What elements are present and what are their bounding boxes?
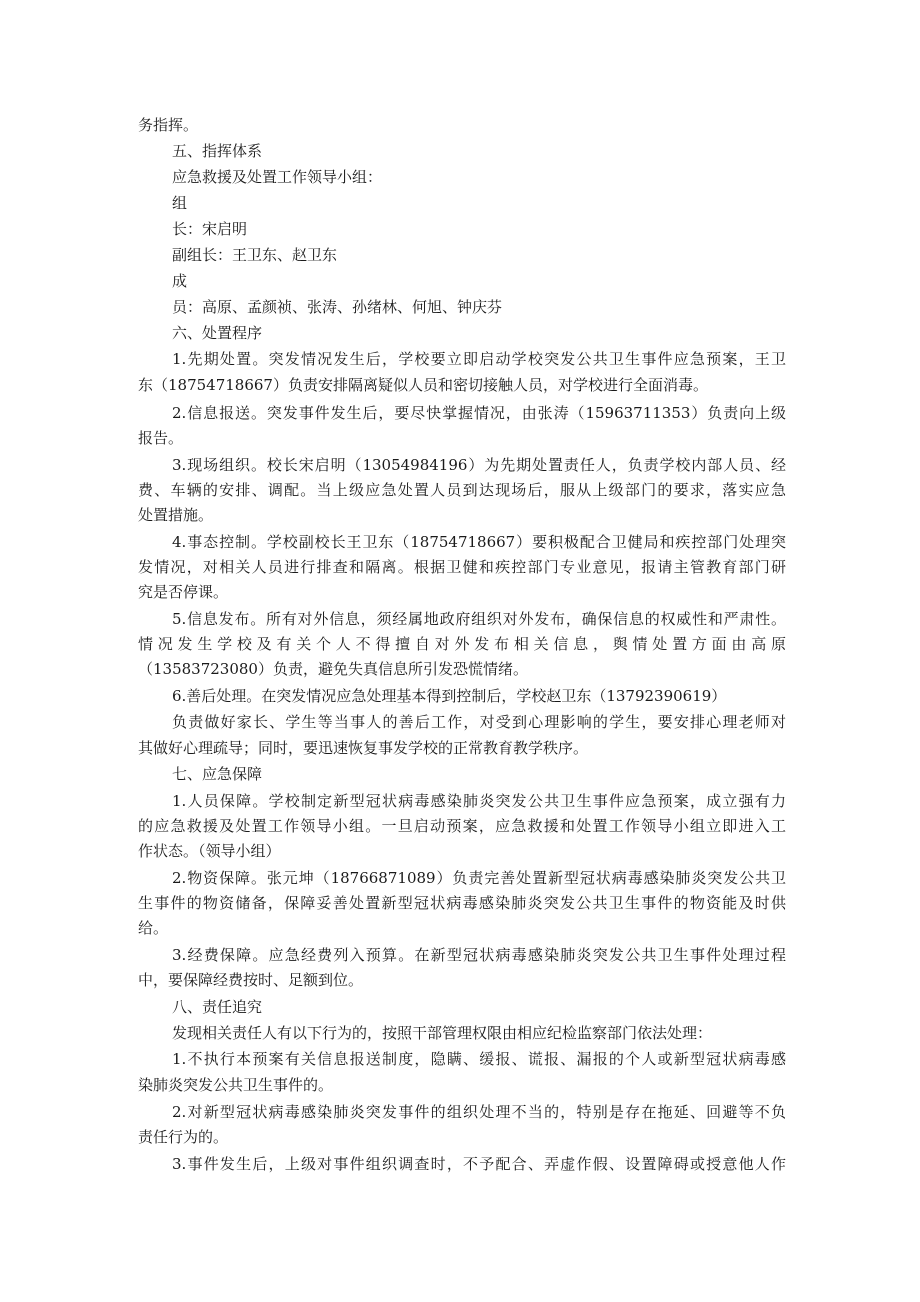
text-line: 2.信息报送。突发事件发生后，要尽快掌握情况，由张涛（15963711353）负责向上级 bbox=[172, 404, 786, 422]
text-line: 长：宋启明 bbox=[172, 220, 248, 238]
text-line: 应急救援及处置工作领导小组： bbox=[172, 168, 383, 186]
section-heading: 八、责任追究 bbox=[172, 998, 263, 1016]
text-line: 报告。 bbox=[138, 429, 184, 447]
text-line: 东（18754718667）负责安排隔离疑似人员和密切接触人员，对学校进行全面消毒。 bbox=[138, 376, 708, 394]
text-line: 生事件的物资储备，保障妥善处置新型冠状病毒感染肺炎突发公共卫生事件的物资能及时供 bbox=[138, 894, 786, 912]
text-line: 的应急救援及处置工作领导小组。一旦启动预案，应急救援和处置工作领导小组立即进入工 bbox=[138, 817, 786, 835]
text-line: 副组长：王卫东、赵卫东 bbox=[172, 246, 338, 264]
text-line: 3.经费保障。应急经费列入预算。在新型冠状病毒感染肺炎突发公共卫生事件处理过程 bbox=[172, 946, 786, 964]
text-line: （13583723080）负责，避免失真信息所引发恐慌情绪。 bbox=[138, 660, 528, 678]
text-line: 2.对新型冠状病毒感染肺炎突发事件的组织处理不当的，特别是存在拖延、回避等不负 bbox=[172, 1103, 786, 1121]
text-line: 情况发生学校及有关个人不得擅自对外发布相关信息，舆情处置方面由高原 bbox=[138, 635, 786, 653]
text-line: 染肺炎突发公共卫生事件的。 bbox=[138, 1076, 334, 1094]
text-line: 4.事态控制。学校副校长王卫东（18754718667）要积极配合卫健局和疾控部门处理突 bbox=[172, 533, 786, 551]
text-line: 发情况，对相关人员进行排查和隔离。根据卫健和疾控部门专业意见，报请主管教育部门研 bbox=[138, 558, 786, 576]
section-heading: 六、处置程序 bbox=[172, 324, 263, 342]
text-line: 5.信息发布。所有对外信息，须经属地政府组织对外发布，确保信息的权威性和严肃性。 bbox=[172, 610, 786, 628]
text-line: 作状态。（领导小组） bbox=[138, 842, 281, 860]
text-line: 3.事件发生后，上级对事件组织调查时，不予配合、弄虚作假、设置障碍或授意他人作 bbox=[172, 1155, 786, 1173]
text-line: 员：高原、孟颜祯、张涛、孙绪林、何旭、钟庆芬 bbox=[172, 298, 503, 316]
text-line: 组 bbox=[172, 194, 188, 212]
text-line: 究是否停课。 bbox=[138, 583, 229, 601]
text-line: 发现相关责任人有以下行为的，按照干部管理权限由相应纪检监察部门依法处理： bbox=[172, 1024, 713, 1042]
text-line: 负责做好家长、学生等当事人的善后工作，对受到心理影响的学生，要安排心理老师对 bbox=[172, 713, 786, 731]
text-line: 6.善后处理。在突发情况应急处理基本得到控制后，学校赵卫东（13792390619） bbox=[172, 687, 727, 705]
section-heading: 五、指挥体系 bbox=[172, 142, 263, 160]
text-line: 2.物资保障。张元坤（18766871089）负责完善处置新型冠状病毒感染肺炎突发公共卫 bbox=[172, 869, 786, 887]
text-line: 其做好心理疏导；同时，要迅速恢复事发学校的正常教育教学秩序。 bbox=[138, 739, 589, 757]
text-line: 责任行为的。 bbox=[138, 1128, 229, 1146]
text-line: 中，要保障经费按时、足额到位。 bbox=[138, 971, 364, 989]
text-line: 给。 bbox=[138, 919, 169, 937]
text-line: 费、车辆的安排、调配。当上级应急处置人员到达现场后，服从上级部门的要求，落实应急 bbox=[138, 481, 786, 499]
text-line: 处置措施。 bbox=[138, 506, 214, 524]
text-line: 1.不执行本预案有关信息报送制度，隐瞒、缓报、谎报、漏报的个人或新型冠状病毒感 bbox=[172, 1050, 786, 1068]
text-line: 1.人员保障。学校制定新型冠状病毒感染肺炎突发公共卫生事件应急预案，成立强有力 bbox=[172, 792, 786, 810]
section-heading: 七、应急保障 bbox=[172, 765, 263, 783]
text-line: 1.先期处置。突发情况发生后，学校要立即启动学校突发公共卫生事件应急预案，王卫 bbox=[172, 350, 786, 368]
text-line: 成 bbox=[172, 272, 188, 290]
text-line: 3.现场组织。校长宋启明（13054984196）为先期处置责任人，负责学校内部人员、经 bbox=[172, 456, 786, 474]
text-line: 务指挥。 bbox=[138, 116, 199, 134]
